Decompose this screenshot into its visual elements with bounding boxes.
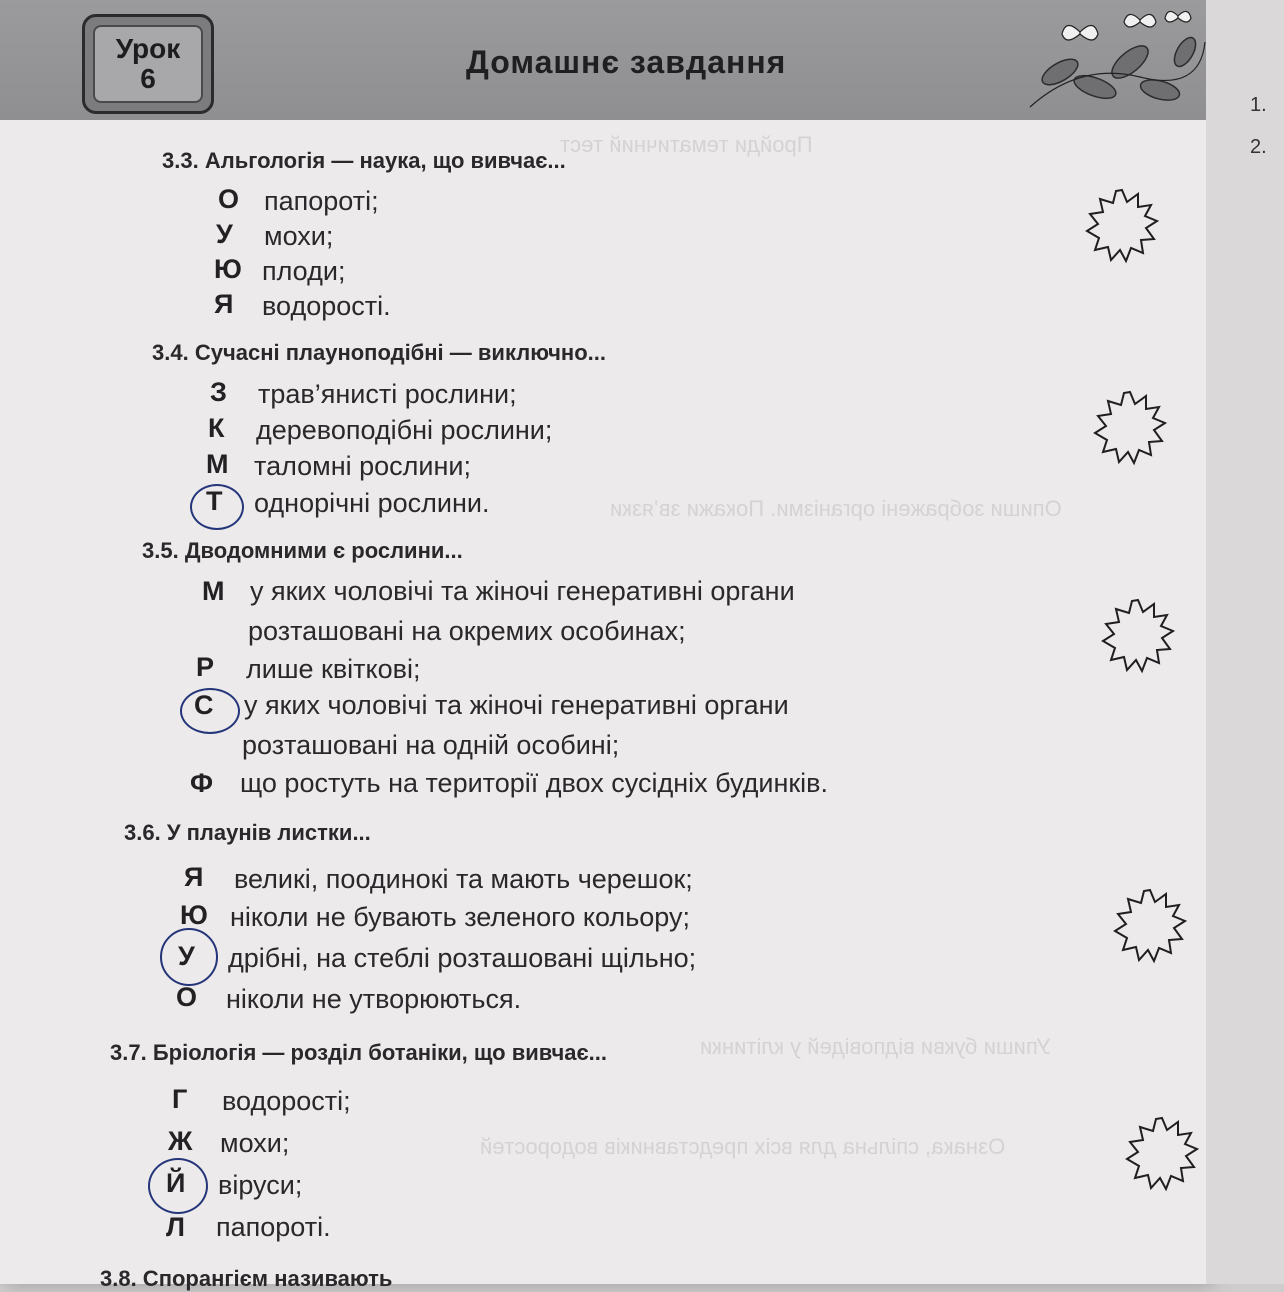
question-3-6 (124, 820, 371, 846)
selected-answer-mark (180, 688, 240, 734)
question-text: Альгологія — наука, що вивчає... (204, 148, 566, 173)
option-letter[interactable]: Ю (180, 900, 208, 930)
option-letter[interactable]: Л (166, 1212, 185, 1242)
option-letter[interactable]: М (202, 576, 225, 606)
selected-answer-mark (148, 1158, 208, 1214)
question-text: У плаунів листки... (166, 820, 371, 845)
header-band (0, 0, 1206, 120)
bleed-through-text: Опиши зображені організми. Покажи зв’язки (610, 496, 1062, 521)
bleed-through-text: Пройди тематичний тест (560, 132, 813, 157)
side-number: 1. (1250, 94, 1267, 116)
option-text: папороті. (216, 1212, 331, 1242)
option-letter[interactable]: О (176, 982, 198, 1012)
answer-star-icon[interactable] (1084, 188, 1160, 264)
question-number: 3.3. (162, 148, 199, 173)
selected-answer-mark (190, 484, 244, 530)
option-text: деревоподібні рослини; (256, 415, 553, 445)
option-text: великі, поодинокі та мають черешок; (234, 864, 693, 894)
option-letter[interactable]: З (210, 377, 227, 407)
option-text: дрібні, на стеблі розташовані щільно; (228, 943, 697, 973)
option-text-continued: розташовані на одній особині; (242, 730, 620, 760)
next-question-cutoff: 3.8. Спорангієм називають (100, 1266, 393, 1291)
answer-star-icon[interactable] (1100, 598, 1176, 674)
option-letter[interactable]: Ж (168, 1126, 193, 1156)
side-number: 2. (1250, 136, 1267, 158)
question-3-3 (162, 148, 566, 174)
option-text: таломні рослини; (254, 451, 471, 481)
option-text: водорості. (262, 291, 391, 321)
option-text: у яких чоловічі та жіночі генеративні органи (244, 690, 789, 720)
option-text: ніколи не утворюються. (226, 984, 522, 1014)
option-text: мохи; (264, 221, 334, 251)
lesson-number: 6 (140, 63, 156, 94)
option-letter[interactable]: М (206, 449, 229, 479)
lesson-label: Урок (115, 33, 181, 64)
option-letter[interactable]: К (208, 413, 225, 443)
butterflies-leaves-icon (1020, 2, 1206, 114)
adjacent-page-edge (1206, 0, 1284, 1284)
answer-star-icon[interactable] (1112, 888, 1188, 964)
option-letter[interactable]: Р (196, 652, 215, 682)
selected-answer-mark (160, 928, 218, 986)
answer-star-icon[interactable] (1124, 1116, 1200, 1192)
question-3-4 (152, 340, 606, 366)
option-text: віруси; (218, 1170, 303, 1200)
question-number: 3.7. (110, 1040, 147, 1065)
option-letter[interactable]: У (178, 941, 195, 971)
question-3-5 (142, 538, 463, 564)
question-number: 3.4. (152, 340, 189, 365)
question-text: Сучасні плауноподібні — виключно... (194, 340, 606, 365)
bleed-through-text: Ознака, спільна для всіх представників водоростей (480, 1134, 1006, 1159)
page-title: Домашнє завдання (466, 44, 787, 80)
option-letter[interactable]: Г (172, 1084, 188, 1114)
option-letter[interactable]: Я (214, 289, 234, 319)
option-text: водорості; (222, 1086, 351, 1116)
option-text: що ростуть на території двох сусідніх будинків. (240, 768, 829, 798)
option-text-continued: розташовані на окремих особинах; (248, 616, 686, 646)
option-text: ніколи не бувають зеленого кольору; (230, 902, 690, 932)
option-letter[interactable]: С (194, 690, 214, 720)
question-number: 3.6. (124, 820, 161, 845)
question-3-7 (110, 1040, 607, 1066)
lesson-badge-inner (93, 25, 203, 103)
option-text: трав’янисті рослини; (258, 379, 517, 409)
option-letter[interactable]: У (216, 219, 233, 249)
option-text: мохи; (220, 1128, 290, 1158)
question-text: Бріологія — розділ ботаніки, що вивчає... (152, 1040, 607, 1065)
option-text: однорічні рослини. (254, 488, 490, 518)
option-text: лише квіткові; (246, 654, 421, 684)
option-letter[interactable]: О (218, 184, 240, 214)
option-letter[interactable]: Ю (214, 254, 242, 284)
lesson-badge (82, 14, 214, 114)
option-text: у яких чоловічі та жіночі генеративні органи (250, 576, 795, 606)
option-letter[interactable]: Я (184, 862, 204, 892)
question-text: Дводомними є рослини... (184, 538, 463, 563)
question-number: 3.5. (142, 538, 179, 563)
answer-star-icon[interactable] (1092, 390, 1168, 466)
option-letter[interactable]: Й (166, 1168, 186, 1198)
option-text: папороті; (264, 186, 379, 216)
bleed-through-text: Упиши букви відповідей у клітинки (700, 1034, 1051, 1059)
option-letter[interactable]: Ф (190, 768, 214, 798)
option-text: плоди; (262, 256, 346, 286)
option-letter[interactable]: Т (206, 486, 223, 516)
